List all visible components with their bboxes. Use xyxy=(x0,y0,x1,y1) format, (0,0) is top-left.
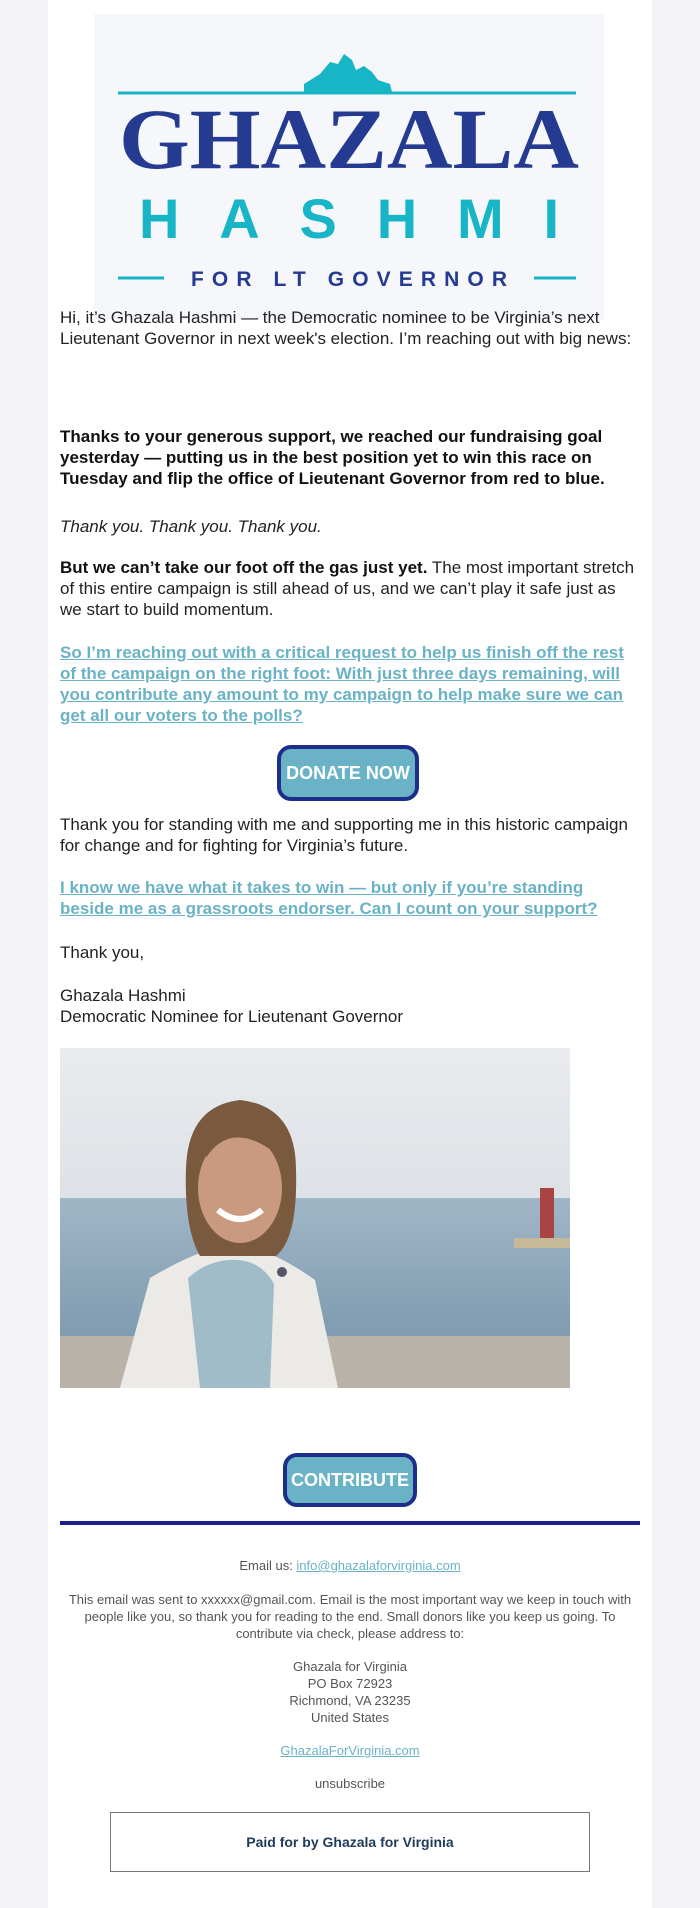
footer-divider xyxy=(60,1521,640,1525)
endorse-link[interactable]: I know we have what it takes to win — but only if you’re standing beside me as a grassroots endorser. Can I count on your support? xyxy=(60,878,598,918)
momentum-bold: But we can’t take our foot off the gas just yet. xyxy=(60,558,428,577)
logo-graphic xyxy=(94,14,604,320)
bold-paragraph: Thanks to your generous support, we reached our fundraising goal yesterday — putting us in the best position yet to win this race on Tuesday and flip the office of Lieutenant Governor from red to blue. xyxy=(60,427,605,488)
intro-paragraph: Hi, it’s Ghazala Hashmi — the Democratic nominee to be Virginia’s next Lieutenant Governor in next week's election. I’m reaching out with big news: xyxy=(60,308,632,348)
footer-email-link[interactable]: info@ghazalaforvirginia.com xyxy=(296,1558,461,1573)
candidate-photo xyxy=(60,1048,570,1388)
thanks-paragraph: Thank you. Thank you. Thank you. xyxy=(60,517,322,536)
footer-website xyxy=(60,1742,640,1759)
signature-name: Ghazala Hashmi xyxy=(60,986,186,1005)
signature xyxy=(60,985,640,1027)
momentum-rest: The most important stretch of this entire campaign is still ahead of us, and we can’t play it safe just as we start to build momentum. xyxy=(60,558,635,619)
virginia-state-icon xyxy=(304,54,392,92)
paid-for-disclaimer: Paid for by Ghazala for Virginia xyxy=(110,1812,590,1872)
footer-email-label: Email us: xyxy=(239,1558,297,1573)
signoff: Thank you, xyxy=(60,943,145,962)
logo-surname: HASHMI xyxy=(139,187,559,250)
gratitude-paragraph: Thank you for standing with me and supporting me in this historic campaign for change and for fighting for Virginia’s future. xyxy=(60,815,628,855)
footer-notice: This email was sent to xxxxxx@gmail.com. Email is the most important way we keep in touch with people like you, so thank you for reading to the end. Small donors like you keep us going. To contribute via check, please address to: xyxy=(68,1592,632,1641)
email-body xyxy=(48,0,652,1908)
contribute-button[interactable]: CONTRIBUTE xyxy=(283,1453,417,1507)
candidate-photo-graphic xyxy=(60,1048,570,1388)
unsubscribe-link[interactable]: unsubscribe xyxy=(314,1776,386,1791)
momentum-paragraph xyxy=(60,557,640,620)
website-link[interactable]: GhazalaForVirginia.com xyxy=(280,1743,420,1758)
signature-title: Democratic Nominee for Lieutenant Governor xyxy=(60,1007,403,1026)
address-line: United States xyxy=(310,1710,390,1725)
donate-now-button[interactable]: DONATE NOW xyxy=(277,745,419,801)
address-line: PO Box 72923 xyxy=(307,1676,393,1691)
logo-name: GHAZALA xyxy=(119,91,579,187)
address-line: Ghazala for Virginia xyxy=(293,1659,407,1674)
ask-link[interactable]: So I’m reaching out with a critical request to help us finish off the rest of the campaign on the right foot: With just three days remaining, will you contribute any amount to my campaign to help make sure we can get all our voters to the polls? xyxy=(60,643,624,725)
address-line: Richmond, VA 23235 xyxy=(289,1693,411,1708)
logo-tagline: FOR LT GOVERNOR xyxy=(191,268,507,291)
footer-email xyxy=(60,1557,640,1574)
campaign-logo xyxy=(94,14,604,320)
footer-address xyxy=(60,1658,640,1726)
